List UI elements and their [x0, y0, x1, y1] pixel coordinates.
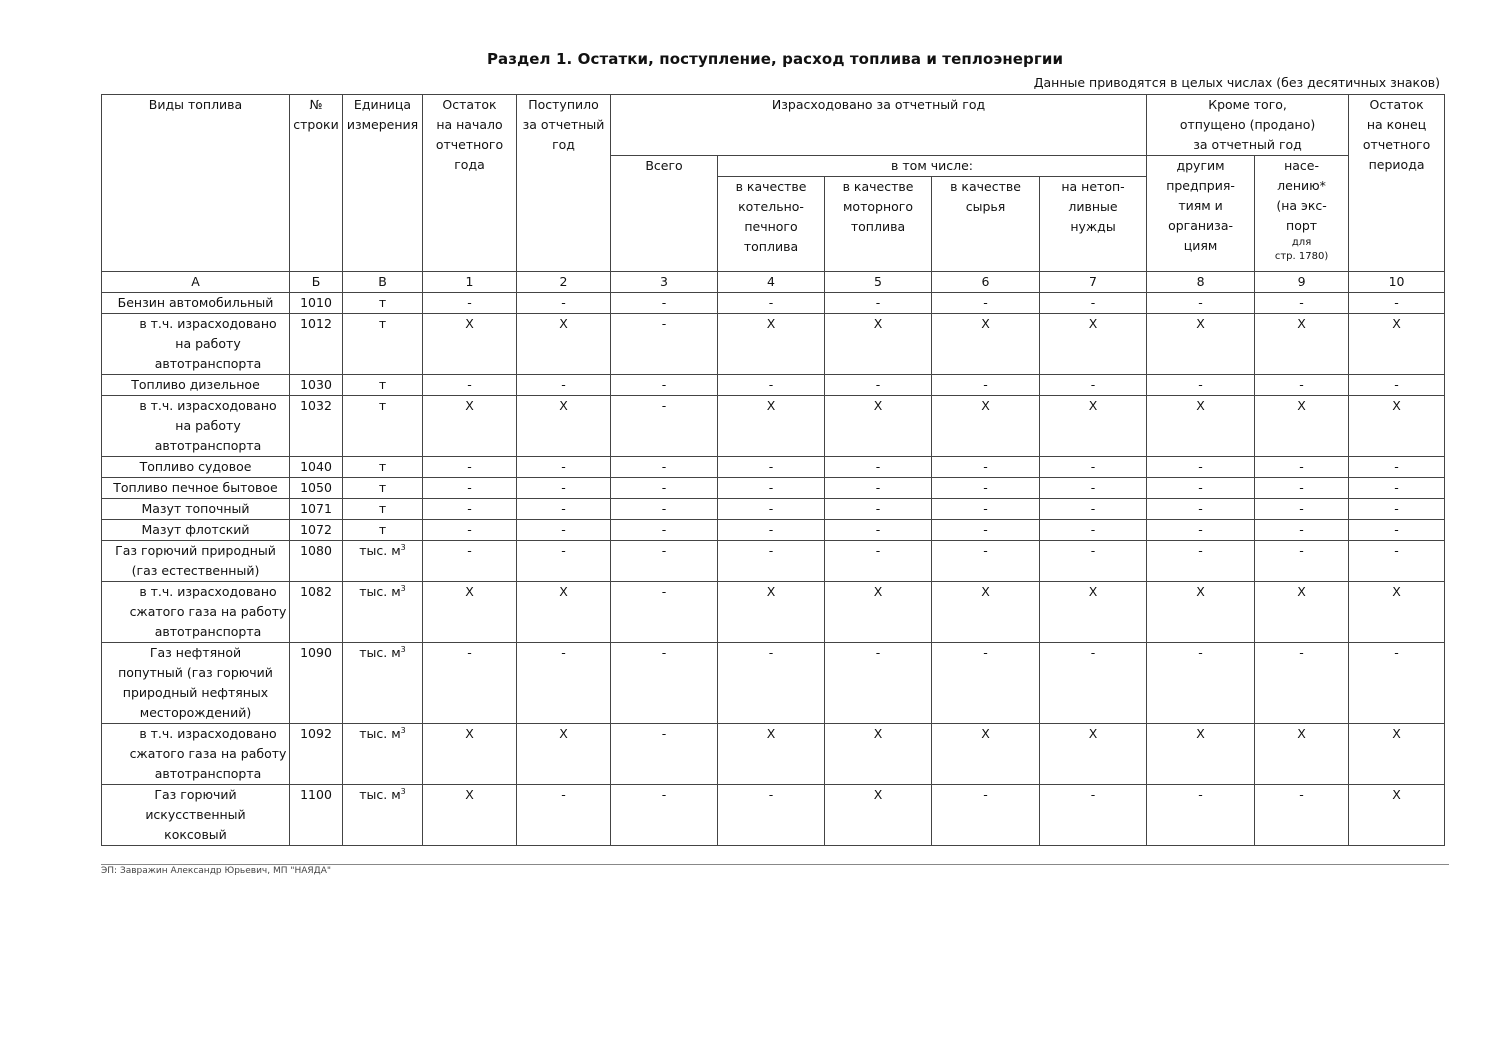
table-body: [102, 293, 1445, 846]
row-value: -: [611, 582, 718, 643]
row-value: -: [1255, 293, 1349, 314]
row-value: -: [825, 643, 932, 724]
row-value: X: [517, 396, 611, 457]
row-value: X: [1040, 582, 1147, 643]
header-line: печного: [744, 219, 798, 234]
header-motor-fuel: [825, 177, 932, 272]
row-value: -: [423, 520, 517, 541]
row-value: X: [1255, 582, 1349, 643]
row-value: -: [517, 520, 611, 541]
row-value: -: [611, 520, 718, 541]
row-value: -: [1040, 643, 1147, 724]
row-value: -: [517, 457, 611, 478]
row-code: 1050: [290, 478, 343, 499]
header-line: котельно-: [738, 199, 804, 214]
row-value: -: [423, 541, 517, 582]
row-value: X: [825, 314, 932, 375]
row-value: X: [423, 396, 517, 457]
row-value: -: [423, 375, 517, 396]
footer-divider: [101, 864, 1449, 865]
row-value: X: [932, 314, 1040, 375]
row-value: -: [611, 499, 718, 520]
row-value: -: [718, 541, 825, 582]
column-code: 9: [1255, 272, 1349, 293]
row-unit: тыс. $м^3$: [343, 643, 423, 724]
header-total: Всего: [611, 156, 718, 272]
column-code: Б: [290, 272, 343, 293]
row-value: -: [517, 541, 611, 582]
header-population: [1255, 156, 1349, 272]
row-value: -: [423, 478, 517, 499]
table-row: [102, 375, 1445, 396]
fuel-table: [101, 94, 1445, 846]
table-row: [102, 643, 1445, 724]
row-value: X: [932, 396, 1040, 457]
header-line: тиям и: [1178, 198, 1223, 213]
header-balance-start: [423, 95, 517, 272]
row-value: -: [1147, 293, 1255, 314]
row-value: -: [932, 457, 1040, 478]
row-value: -: [825, 520, 932, 541]
table-row: [102, 724, 1445, 785]
column-code: 3: [611, 272, 718, 293]
row-unit: т: [343, 375, 423, 396]
header-line: Поступило: [528, 97, 599, 112]
row-value: X: [517, 582, 611, 643]
row-value: -: [517, 375, 611, 396]
column-code: В: [343, 272, 423, 293]
row-value: -: [1147, 541, 1255, 582]
row-value: -: [825, 375, 932, 396]
row-value: -: [718, 457, 825, 478]
fuel-name: в т.ч. израсходовано сжатого газа на работу автотранспорта: [102, 582, 290, 643]
header-line: на начало: [436, 117, 503, 132]
header-line: в качестве: [842, 179, 914, 194]
row-value: X: [517, 724, 611, 785]
header-line: топлива: [743, 239, 799, 254]
header-line: за отчетный: [522, 117, 605, 132]
header-line: отпущено (продано): [1179, 117, 1316, 132]
row-value: -: [1040, 457, 1147, 478]
row-value: X: [718, 314, 825, 375]
row-value: -: [718, 293, 825, 314]
row-unit: т: [343, 499, 423, 520]
row-value: -: [611, 785, 718, 846]
row-value: -: [423, 499, 517, 520]
header-line: циям: [1183, 238, 1218, 253]
header-released: [1147, 95, 1349, 156]
row-value: -: [1147, 785, 1255, 846]
fuel-name: Мазут топочный: [102, 499, 290, 520]
row-value: -: [423, 457, 517, 478]
row-value: -: [718, 520, 825, 541]
row-value: -: [423, 293, 517, 314]
header-line: измерения: [346, 117, 419, 132]
row-value: -: [1147, 478, 1255, 499]
row-unit: т: [343, 396, 423, 457]
table-row: [102, 541, 1445, 582]
table-header: [102, 95, 1445, 293]
row-unit: тыс. $м^3$: [343, 724, 423, 785]
header-line: год: [552, 137, 575, 152]
header-line: №: [309, 97, 323, 112]
row-unit: тыс. $м^3$: [343, 541, 423, 582]
column-code: 4: [718, 272, 825, 293]
header-line: организа-: [1168, 218, 1234, 233]
row-value: -: [1147, 457, 1255, 478]
header-fuel-type: Виды топлива: [102, 95, 290, 272]
header-line: стр. 1780): [1274, 251, 1329, 262]
table-row: [102, 396, 1445, 457]
fuel-name: в т.ч. израсходовано сжатого газа на работу автотранспорта: [102, 724, 290, 785]
row-value: -: [932, 499, 1040, 520]
row-value: X: [718, 396, 825, 457]
column-code: 7: [1040, 272, 1147, 293]
row-value: -: [718, 785, 825, 846]
row-value: -: [611, 457, 718, 478]
row-value: -: [611, 541, 718, 582]
header-line: предприя-: [1166, 178, 1235, 193]
table-row: [102, 499, 1445, 520]
column-code: 6: [932, 272, 1040, 293]
row-value: -: [1349, 541, 1445, 582]
row-value: X: [1255, 724, 1349, 785]
fuel-name: Топливо печное бытовое: [102, 478, 290, 499]
row-value: -: [611, 314, 718, 375]
fuel-name: Газ нефтяной попутный (газ горючий природный нефтяных месторождений): [102, 643, 290, 724]
row-value: X: [423, 724, 517, 785]
row-value: X: [1255, 314, 1349, 375]
row-value: X: [825, 582, 932, 643]
row-code: 1071: [290, 499, 343, 520]
row-value: X: [1255, 396, 1349, 457]
row-value: -: [611, 293, 718, 314]
header-line: для: [1291, 237, 1312, 248]
row-value: X: [1147, 724, 1255, 785]
header-line: Остаток: [1369, 97, 1424, 112]
table-row: [102, 293, 1445, 314]
header-line: лению*: [1277, 178, 1326, 193]
fuel-name: Газ горючий природный (газ естественный): [102, 541, 290, 582]
header-line: на нетоп-: [1061, 179, 1125, 194]
row-value: -: [825, 293, 932, 314]
row-code: 1010: [290, 293, 343, 314]
row-value: X: [1349, 396, 1445, 457]
row-value: -: [1255, 457, 1349, 478]
row-value: -: [611, 478, 718, 499]
row-unit: т: [343, 457, 423, 478]
row-value: X: [718, 724, 825, 785]
header-non-fuel-needs: [1040, 177, 1147, 272]
row-value: -: [1349, 293, 1445, 314]
row-value: X: [1349, 582, 1445, 643]
header-line: в качестве: [950, 179, 1021, 194]
signature-footer: ЭП: Завражин Александр Юрьевич, МП "НАЯДА": [101, 866, 331, 876]
row-value: -: [1255, 541, 1349, 582]
header-line: в качестве: [735, 179, 807, 194]
row-value: -: [1349, 643, 1445, 724]
header-line: периода: [1368, 157, 1425, 172]
column-code: 8: [1147, 272, 1255, 293]
row-unit: тыс. $м^3$: [343, 785, 423, 846]
row-value: -: [1040, 375, 1147, 396]
row-value: -: [1349, 499, 1445, 520]
column-code: 2: [517, 272, 611, 293]
row-value: X: [825, 396, 932, 457]
row-value: -: [1040, 541, 1147, 582]
header-line: Остаток: [442, 97, 497, 112]
header-row-number: [290, 95, 343, 272]
header-line: моторного: [843, 199, 913, 214]
header-line: Единица: [353, 97, 412, 112]
row-value: X: [1147, 582, 1255, 643]
row-value: -: [932, 541, 1040, 582]
header-line: строки: [293, 117, 339, 132]
header-balance-end: [1349, 95, 1445, 272]
row-value: -: [932, 643, 1040, 724]
row-value: X: [423, 314, 517, 375]
row-value: -: [825, 499, 932, 520]
row-value: -: [825, 478, 932, 499]
fuel-name: Бензин автомобильный: [102, 293, 290, 314]
fuel-name: Топливо дизельное: [102, 375, 290, 396]
row-value: -: [718, 643, 825, 724]
header-line: порт: [1286, 218, 1318, 233]
row-value: -: [1040, 520, 1147, 541]
fuel-name: в т.ч. израсходовано на работу автотранспорта: [102, 396, 290, 457]
header-other-enterprises: [1147, 156, 1255, 272]
column-code: 10: [1349, 272, 1445, 293]
row-value: -: [1040, 478, 1147, 499]
row-value: -: [1040, 293, 1147, 314]
column-codes-row: [102, 272, 1445, 293]
row-value: -: [718, 499, 825, 520]
column-code: 5: [825, 272, 932, 293]
row-value: -: [718, 375, 825, 396]
section-title: Раздел 1. Остатки, поступление, расход топлива и теплоэнергии: [486, 50, 1064, 68]
header-line: на конец: [1366, 117, 1427, 132]
row-code: 1092: [290, 724, 343, 785]
row-code: 1032: [290, 396, 343, 457]
header-line: топлива: [850, 219, 906, 234]
header-line: Кроме того,: [1208, 97, 1287, 112]
fuel-name: Топливо судовое: [102, 457, 290, 478]
table-row: [102, 785, 1445, 846]
row-value: X: [1147, 314, 1255, 375]
row-value: X: [423, 785, 517, 846]
row-value: -: [1147, 375, 1255, 396]
row-unit: т: [343, 520, 423, 541]
header-including: в том числе:: [718, 156, 1147, 177]
row-value: -: [1040, 499, 1147, 520]
row-value: -: [825, 541, 932, 582]
fuel-name: Мазут флотский: [102, 520, 290, 541]
row-value: X: [1349, 314, 1445, 375]
row-value: -: [1255, 375, 1349, 396]
fuel-name: в т.ч. израсходовано на работу автотранспорта: [102, 314, 290, 375]
row-value: X: [517, 314, 611, 375]
table-row: [102, 478, 1445, 499]
row-value: -: [1349, 478, 1445, 499]
row-value: X: [423, 582, 517, 643]
row-value: -: [517, 785, 611, 846]
row-value: X: [825, 785, 932, 846]
header-boiler-fuel: [718, 177, 825, 272]
row-value: -: [1147, 520, 1255, 541]
row-code: 1090: [290, 643, 343, 724]
row-code: 1012: [290, 314, 343, 375]
header-line: за отчетный год: [1193, 137, 1302, 152]
row-value: X: [1349, 724, 1445, 785]
row-value: -: [517, 293, 611, 314]
row-value: -: [611, 396, 718, 457]
header-line: ливные: [1068, 199, 1118, 214]
row-code: 1030: [290, 375, 343, 396]
row-unit: тыс. $м^3$: [343, 582, 423, 643]
row-unit: т: [343, 314, 423, 375]
table-row: [102, 582, 1445, 643]
column-code: 1: [423, 272, 517, 293]
row-value: -: [1040, 785, 1147, 846]
row-value: -: [932, 375, 1040, 396]
row-value: X: [825, 724, 932, 785]
row-unit: т: [343, 293, 423, 314]
row-value: -: [1255, 499, 1349, 520]
row-code: 1100: [290, 785, 343, 846]
row-value: -: [517, 478, 611, 499]
row-value: X: [1147, 396, 1255, 457]
row-value: -: [611, 643, 718, 724]
row-value: -: [1147, 499, 1255, 520]
header-line: отчетного: [435, 137, 504, 152]
row-value: -: [932, 520, 1040, 541]
row-value: X: [932, 724, 1040, 785]
row-value: X: [718, 582, 825, 643]
row-value: -: [423, 643, 517, 724]
row-value: -: [1255, 785, 1349, 846]
row-value: X: [1349, 785, 1445, 846]
row-code: 1082: [290, 582, 343, 643]
row-unit: т: [343, 478, 423, 499]
header-line: сырья: [965, 199, 1006, 214]
row-value: X: [1040, 396, 1147, 457]
column-code: А: [102, 272, 290, 293]
row-value: -: [932, 293, 1040, 314]
row-value: -: [517, 643, 611, 724]
row-value: -: [932, 785, 1040, 846]
row-value: -: [932, 478, 1040, 499]
header-line: (на экс-: [1276, 198, 1327, 213]
row-code: 1080: [290, 541, 343, 582]
row-value: -: [611, 375, 718, 396]
row-value: -: [611, 724, 718, 785]
row-value: -: [1349, 375, 1445, 396]
row-value: -: [1349, 520, 1445, 541]
header-line: насе-: [1284, 158, 1319, 173]
row-code: 1072: [290, 520, 343, 541]
table-row: [102, 314, 1445, 375]
row-value: -: [1147, 643, 1255, 724]
row-value: -: [825, 457, 932, 478]
row-value: X: [1040, 314, 1147, 375]
header-received: [517, 95, 611, 272]
row-value: -: [517, 499, 611, 520]
row-value: X: [1040, 724, 1147, 785]
row-value: X: [932, 582, 1040, 643]
header-line: отчетного: [1362, 137, 1431, 152]
header-line: года: [454, 157, 485, 172]
header-line: нужды: [1070, 219, 1116, 234]
units-note: Данные приводятся в целых числах (без десятичных знаков): [1033, 75, 1440, 90]
row-code: 1040: [290, 457, 343, 478]
row-value: -: [1349, 457, 1445, 478]
header-unit: [343, 95, 423, 272]
fuel-name: Газ горючий искусственный коксовый: [102, 785, 290, 846]
row-value: -: [718, 478, 825, 499]
row-value: -: [1255, 520, 1349, 541]
row-value: -: [1255, 478, 1349, 499]
header-line: другим: [1176, 158, 1225, 173]
table-row: [102, 520, 1445, 541]
table-row: [102, 457, 1445, 478]
row-value: -: [1255, 643, 1349, 724]
header-raw-material: [932, 177, 1040, 272]
header-spent: Израсходовано за отчетный год: [611, 95, 1147, 156]
